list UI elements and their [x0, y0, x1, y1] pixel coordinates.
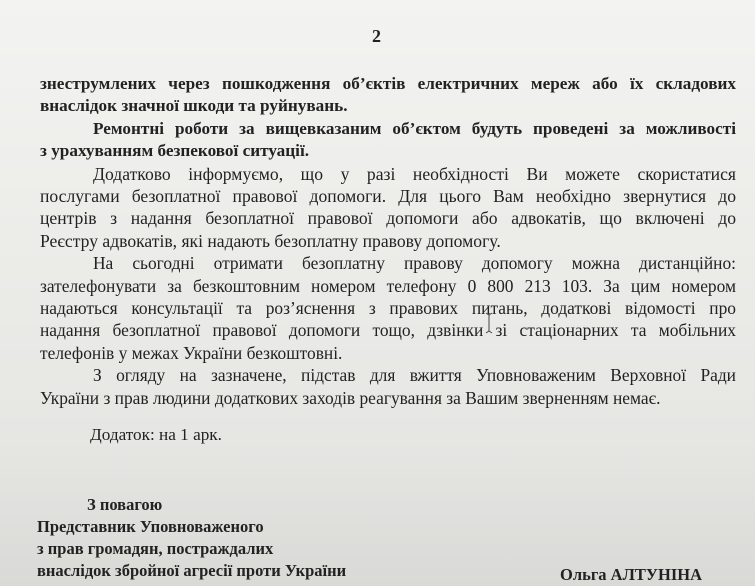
text-line: центрів з надання безоплатної правової допомоги або адвокатів, що включені до: [40, 208, 736, 229]
signer-title-line: Представник Уповноваженого: [37, 517, 264, 536]
closing-greeting: З повагою: [87, 495, 163, 514]
text-line: України з прав людини додаткових заходів реагування за Вашим зверненням немає.: [40, 387, 661, 408]
text-cursor-icon: [484, 312, 494, 334]
text-line: На сьогодні отримати безоплатну правову допомогу можна дистанційно:: [93, 253, 736, 274]
paragraph-3: [40, 163, 736, 253]
text-line: послугами безоплатної правової допомоги. Для цього Вам необхідно звернутися до: [40, 186, 736, 207]
page-number: 2: [372, 26, 381, 46]
letter-body: [40, 73, 736, 409]
text-line: з урахуванням безпекової ситуації.: [40, 141, 310, 161]
text-line: знеструмлених через пошкодження об’єктів електричних мереж або їх складових: [40, 74, 736, 93]
paragraph-2: [40, 118, 736, 163]
text-line: надаються консультації та роз’яснення з правових питань, додаткові відомості про: [40, 298, 736, 319]
text-line: внаслідок значної шкоди та руйнувань.: [40, 96, 348, 116]
text-line: надання безоплатної правової допомоги тощо, дзвінки зі стаціонарних та мобільних: [40, 320, 736, 341]
text-line: Реєстру адвокатів, які надають безоплатну правову допомогу.: [40, 230, 501, 251]
text-line: телефонів у межах України безкоштовні.: [40, 342, 343, 363]
signer-title-line: з прав громадян, постраждалих: [37, 539, 274, 558]
signer-title-line: внаслідок збройної агресії проти України: [37, 561, 347, 580]
paragraph-5: [40, 364, 736, 409]
text-line: Додатково інформуємо, що у разі необхідності Ви можете скористатися: [93, 163, 736, 184]
paragraph-4: [40, 252, 736, 364]
text-line: зателефонувати за безкоштовним номером телефону 0 800 213 103. За цим номером: [40, 275, 736, 296]
text-line: Ремонтні роботи за вищевказаним об’єктом будуть проведені за можливості: [93, 118, 736, 138]
attachment-note: Додаток: на 1 арк.: [90, 425, 222, 444]
text-line: З огляду на зазначене, підстав для вжиття Уповноваженим Верховної Ради: [93, 365, 736, 386]
signer-name: Ольга АЛТУНІНА: [560, 565, 703, 584]
paragraph-1: [40, 73, 736, 118]
signature-block: [37, 494, 346, 582]
